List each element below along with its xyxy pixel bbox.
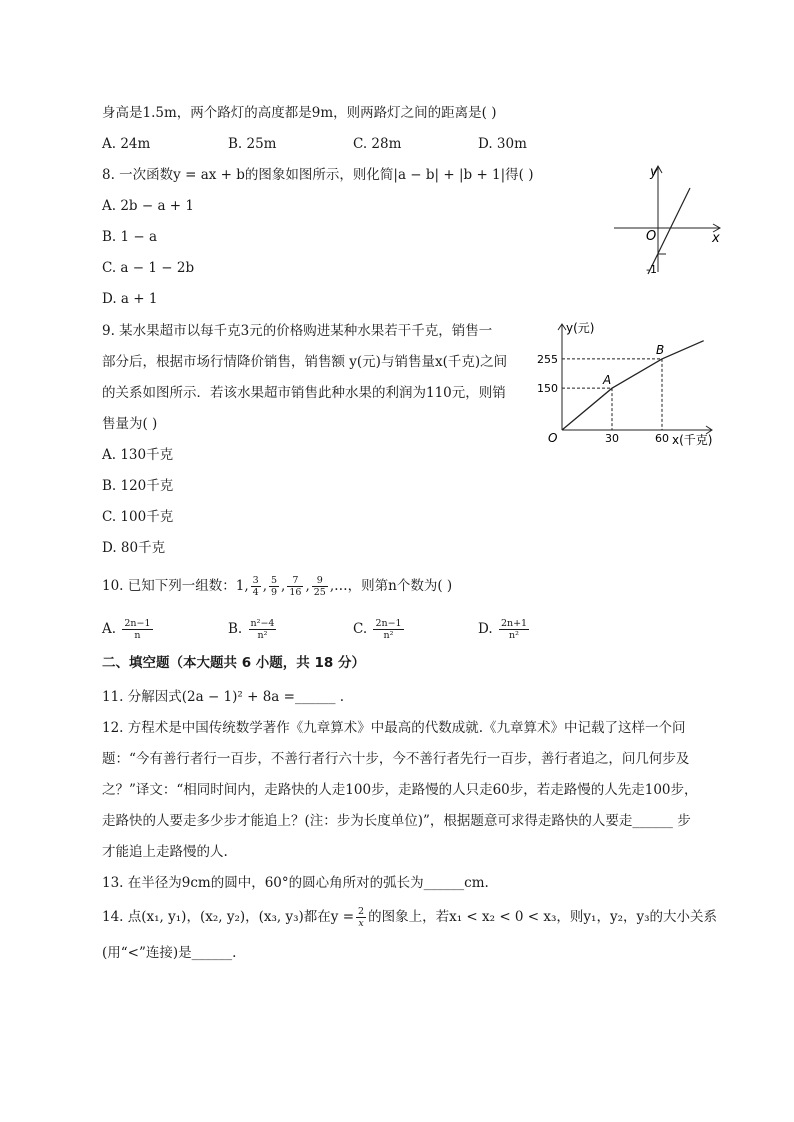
q8-intercept-label: -1 [646,263,657,276]
q14-line-2: (用“<”连接)是______. [102,945,237,961]
q8-stem: 8. 一次函数y = ax + b的图象如图所示，则化简|a − b| + |b + 1|得( ) [102,167,534,183]
q10-suffix: ,…，则第n个数为( ) [329,578,453,594]
q10-option-b: B. $\frac{\text{n²−4}}{\text{n²}}$ [228,618,275,641]
q9-y-tick-150: 150 [537,382,558,396]
q9-series-line [562,341,704,430]
q9-option-a: A. 130千克 [102,447,174,463]
q8-option-a: A. 2b − a + 1 [102,198,194,214]
q8-origin-label: O [646,229,657,244]
q10-option-d: D. $\frac{2n+1}{\text{n²}}$ [478,618,528,641]
q10-seq-frac-3: $\frac{7}{16}$ [289,575,302,598]
q9-sales-chart [526,318,726,453]
q9-origin-label: O [548,431,558,445]
q9-stem-line-1: 9. 某水果超市以每千克3元的价格购进某种水果若干千克，销售一 [102,323,493,339]
q7-option-d: D. 30m [478,136,527,152]
q7-option-c: C. 28m [353,136,402,152]
q7-line: 身高是1.5m，两个路灯的高度都是9m，则两路灯之间的距离是( ) [102,105,497,121]
q9-point-b-label: B [656,342,665,357]
q9-stem-line-3: 的关系如图所示．若该水果超市销售此种水果的利润为110元，则销 [102,385,506,401]
q9-x-axis-label: x(千克) [672,433,713,447]
q10-seq-frac-1: $\frac{3}{4}$ [252,575,259,598]
q10-seq-frac-2: $\frac{5}{9}$ [271,575,278,598]
q9-x-tick-30: 30 [605,432,619,445]
q9-x-tick-60: 60 [655,432,669,445]
q7-option-a: A. 24m [102,136,151,152]
q8-x-label: x [712,231,720,246]
q12-line-1: 12. 方程术是中国传统数学著作《九章算术》中最高的代数成就.《九章算术》中记载了这样一个问 [102,720,686,736]
q12-line-2: 题：“今有善行者行一百步，不善行者行六十步，今不善行者先行一百步，善行者追之，问几何步及 [102,751,690,767]
q9-stem-line-4: 售量为( ) [102,416,158,432]
q9-y-axis-label: y(元) [566,321,595,335]
q14-line-1: 14. 点(x₁, y₁)，(x₂, y₂)，(x₃, y₃)都在y = $\frac{2}{x}$ 的图象上，若x₁ < x₂ < 0 < x₃，则y₁，y₂，y₃的大小关系 [102,906,718,929]
q10-seq-frac-4: $\frac{9}{25}$ [313,575,326,598]
q8-option-b: B. 1 − a [102,229,158,245]
q12-line-5: 才能追上走路慢的人. [102,844,228,860]
q11-stem: 11. 分解因式(2a − 1)² + 8a =______ . [102,689,345,705]
q14-fraction: $\frac{2}{x}$ [358,906,365,929]
q8-y-label: y [650,165,658,180]
q10-stem: 10. 已知下列一组数：1, $\frac{3}{4}$ , $\frac{5}{9}$ , $\frac{7}{16}$ , $\frac{9}{25}$ ,…，则第n个数为( ) [102,575,453,598]
q9-option-c: C. 100千克 [102,509,174,525]
q7-option-b: B. 25m [228,136,277,152]
q10-prefix: 10. 已知下列一组数：1, [102,578,249,594]
q9-option-d: D. 80千克 [102,540,166,556]
q9-y-tick-255: 255 [537,352,558,366]
q8-option-d: D. a + 1 [102,291,158,307]
section-2-heading: 二、填空题（本大题共 6 小题，共 18 分） [102,655,365,671]
q9-option-b: B. 120千克 [102,478,174,494]
q13-stem: 13. 在半径为9cm的圆中，60°的圆心角所对的弧长为______cm. [102,875,489,891]
q12-line-4: 走路快的人要走多少步才能追上？(注：步为长度单位)”，根据题意可求得走路快的人要走______ 步 [102,813,691,829]
q9-stem-line-2: 部分后，根据市场行情降价销售，销售额 y(元)与销售量x(千克)之间 [102,354,508,370]
q9-point-a-label: A [603,373,612,388]
q8-option-c: C. a − 1 − 2b [102,260,195,276]
q12-line-3: 之？”译文：“相同时间内，走路快的人走100步，走路慢的人只走60步，若走路慢的人先走100步， [102,782,698,798]
q8-linear-function-graph [608,160,728,280]
q10-option-a: A. $\frac{2n-1}{n}$ [102,618,151,641]
q10-option-c: C. $\frac{2n-1}{\text{n²}}$ [353,618,402,641]
